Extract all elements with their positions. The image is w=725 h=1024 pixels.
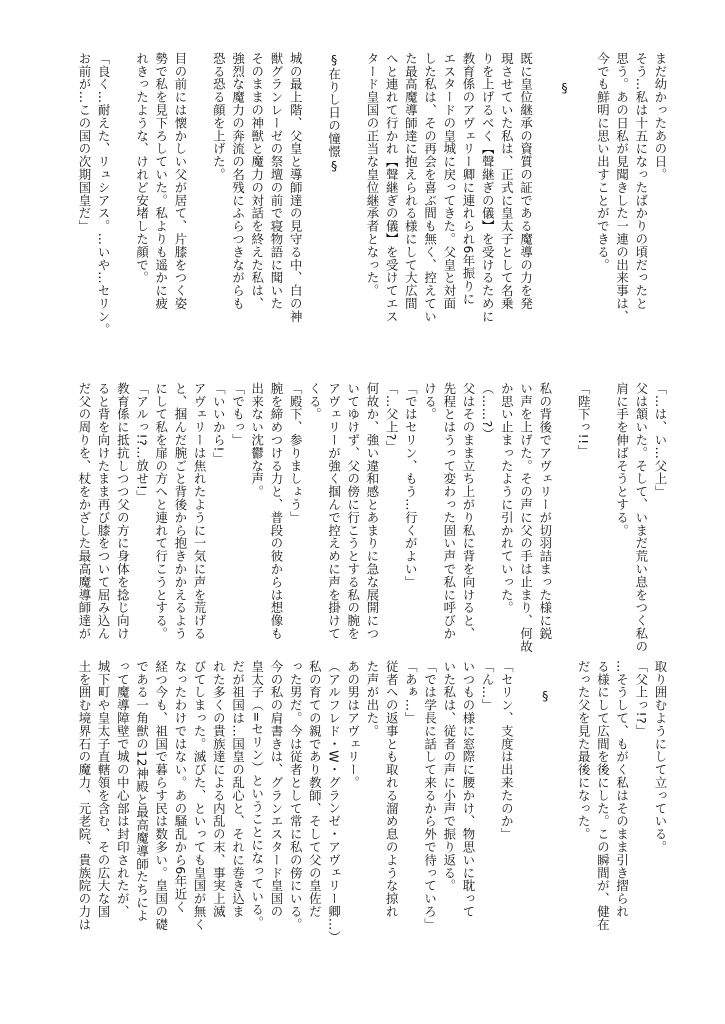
- text-line: 教育係に抵抗しつつ父の方に身体を捻じ向け: [115, 382, 131, 640]
- text-line: 「あぁ…」: [403, 660, 419, 725]
- text-line: なったわけではない。あの騒乱から6年近く: [172, 660, 188, 914]
- text-line: 父はそのまま立ち上がり私に背を向けると、: [460, 382, 476, 640]
- top-column-text: [75, 52, 670, 342]
- text-line: 経つ今も、祖国で暮らす民は数多い。皇国の礎: [153, 660, 169, 931]
- text-line: 思う。あの日私が見聞きした一連の出来事は、: [614, 52, 630, 323]
- text-line: あの男はアヴェリー。: [345, 660, 361, 789]
- text-line: 「では学長に話して来るから外で待っていろ」: [422, 660, 438, 931]
- text-line: 肩に手を伸ばそうとする。: [614, 382, 630, 537]
- text-line: まだ幼かったあの日。: [653, 52, 668, 181]
- section-separator: §: [556, 80, 572, 96]
- text-line: 父は頷いた。そして、いまだ荒い息をつく私の: [633, 382, 649, 653]
- text-line: 従者への返事とも取れる溜め息のような掠れ: [384, 660, 400, 918]
- text-line: か思い止まったように引かれていった。: [499, 382, 515, 615]
- text-line: アヴェリーは焦れたように一気に声を荒げる: [192, 382, 208, 640]
- text-line: 「殿下、参りましょう」: [288, 382, 304, 524]
- text-line: 取り囲むようにして立っている。: [653, 660, 668, 854]
- text-line: 「良く…耐えた、リュシアス。…いや…セリン。: [96, 52, 112, 336]
- text-line: いつもの様に窓際に腰かけ、物思いに耽って: [460, 660, 476, 918]
- text-line: 獣グランレーゼの祭壇の前で寝物語に聞いた: [268, 52, 284, 310]
- text-line: る様にして広間を後にした。この瞬間が、健在: [595, 660, 611, 931]
- text-line: へと連れて行かれ【聲継ぎの儀】を受けてエス: [384, 52, 400, 323]
- text-line: だった父を見た最後になった。: [576, 660, 592, 841]
- text-line: 強烈な魔力の奔流の名残にふらつきながらも: [230, 52, 246, 310]
- text-line: 目の前には懐かしい父が居て、片膝をつく姿: [172, 52, 188, 310]
- text-line: [555, 382, 574, 668]
- text-line: た最高魔導師達に抱えられる様にして大広間: [403, 52, 419, 310]
- text-line: ると背を向けたまま再び膝をついて屈み込ん: [96, 382, 112, 640]
- text-line: [113, 52, 132, 342]
- section-heading: §在りし日の憧憬§: [326, 52, 342, 174]
- bottom-column-band: [60, 660, 670, 978]
- text-line: である一角獣の12神殿と最高魔導師たちによ: [134, 660, 150, 922]
- text-line: た声が出た。: [364, 660, 380, 738]
- text-line: 「ん…」: [480, 660, 496, 712]
- text-line: 私の背後でアヴェリーが切羽詰まった様に鋭: [537, 382, 553, 640]
- text-line: いた私は、従者の声に小声で振り返る。: [441, 660, 457, 893]
- middle-column-band: [60, 382, 670, 668]
- text-line: 今の私の肩書きは、グランエスタード皇国の: [268, 660, 284, 918]
- text-line: 「セリン、支度は出来たのか」: [499, 660, 515, 841]
- text-line: と、掴んだ腕ごと背後から抱きかかえるよう: [172, 382, 188, 640]
- text-line: 城の最上階、父皇と導師達の見守る中、白の神: [288, 52, 304, 323]
- text-line: ける。: [422, 382, 438, 421]
- text-line: した私は、その再会を喜ぶ間も無く、控えてい: [422, 52, 438, 323]
- text-line: だが祖国は…国皇の乱心と、それに巻き込ま: [230, 660, 246, 918]
- bottom-column-text: [75, 660, 670, 978]
- text-line: 「アルっ!?…放せ!」: [134, 382, 150, 504]
- text-line: そのままの神獣と魔力の対話を終えた私は、: [249, 52, 265, 310]
- middle-column-text: [75, 382, 670, 668]
- text-line: [305, 52, 324, 342]
- text-line: 「…父上?」: [384, 382, 400, 454]
- text-line: 「父上っ!?」: [633, 660, 649, 738]
- text-line: 既に皇位継承の資質の証である魔導の力を発: [518, 52, 534, 310]
- text-line: って魔導障壁で城の中心部は封印されたが、: [115, 660, 131, 918]
- text-line: 勢で私を見下ろしていた。私よりも遥かに疲: [153, 52, 169, 310]
- text-line: そう…私は十五になったばかりの頃だったと: [633, 52, 649, 310]
- text-line: 恐る恐る顔を上げた。: [211, 52, 227, 181]
- text-line: 城下町や皇太子直轄領を含む、その広大な国: [96, 660, 112, 918]
- text-line: アヴェリーが強く掴んで控えめに声を掛けて: [326, 382, 342, 640]
- text-line: [555, 660, 574, 978]
- section-separator: §: [537, 688, 553, 704]
- text-line: りを上げるべく【聲継ぎの儀】を受けるために: [480, 52, 496, 323]
- text-line: （……?）: [480, 382, 496, 441]
- text-line: （アルフレド・W・グランゼ・アヴェリー卿…）: [326, 660, 342, 944]
- text-line: びてしまった。滅びた、といっても皇国が無く: [192, 660, 208, 931]
- text-line: 「でもっ」: [230, 382, 246, 447]
- text-line: 私の育ての親であり教師、そして父の皇佐だ: [307, 660, 323, 918]
- text-line: いてゆけず、父の傍に行こうとする私の腕を: [345, 382, 361, 640]
- text-line: 先程とはうって変わった固い声で私に呼びか: [441, 382, 457, 640]
- text-line: [593, 382, 612, 668]
- text-line: 腕を締めつける力と、普段の彼からは想像も: [268, 382, 284, 640]
- text-line: [516, 660, 535, 978]
- text-line: [536, 52, 555, 342]
- text-line: 皇太子（=セリン）ということになっている。: [249, 660, 265, 929]
- text-line: 「ではセリン、もう…行くがよい」: [403, 382, 419, 589]
- top-column-band: [60, 52, 670, 342]
- text-line: 土を囲む境界石の魔力、元老院、貴族院の力は: [76, 660, 92, 931]
- text-line: れきったような、けれど安堵した顔で。: [134, 52, 150, 285]
- text-line: 現させていた私は、正式に皇太子として名乗: [499, 52, 515, 310]
- text-line: い声を上げた。その声に父の手は止まり、何故: [518, 382, 534, 653]
- text-line: [344, 52, 363, 342]
- text-line: 教育係のアヴェリー卿に連れられ6年振りに: [460, 52, 476, 306]
- text-line: れた多くの貴族達による内乱の末、事実上滅: [211, 660, 227, 918]
- text-line: お前が…この国の次期国皇だ」: [76, 52, 92, 233]
- text-line: った男だ。今は従者として常に私の傍にいる。: [288, 660, 304, 931]
- text-line: 「…は、い…父上」: [653, 382, 668, 499]
- text-line: 出来ない沈鬱な声。: [249, 382, 265, 499]
- text-line: エスタードの皇城に戻ってきた。父皇と対面: [441, 52, 457, 310]
- text-line: 「陛下っ!!」: [576, 382, 592, 458]
- text-line: [574, 52, 593, 342]
- text-line: タード皇国の正当な皇位継承者となった。: [364, 52, 380, 298]
- text-line: にして私を扉の方へと連れて行こうとする。: [153, 382, 169, 640]
- text-line: だ父の周りを、杖をかざした最高魔導師達が: [76, 382, 92, 640]
- text-line: …そうして、もがく私はそのまま引き摺られ: [614, 660, 630, 918]
- text-line: 何故か、強い違和感とあまりに急な展開につ: [364, 382, 380, 640]
- text-line: 「いいから!」: [211, 382, 227, 465]
- text-line: 今でも鮮明に思い出すことができる。: [595, 52, 611, 272]
- text-line: [190, 52, 209, 342]
- text-line: くる。: [307, 382, 323, 421]
